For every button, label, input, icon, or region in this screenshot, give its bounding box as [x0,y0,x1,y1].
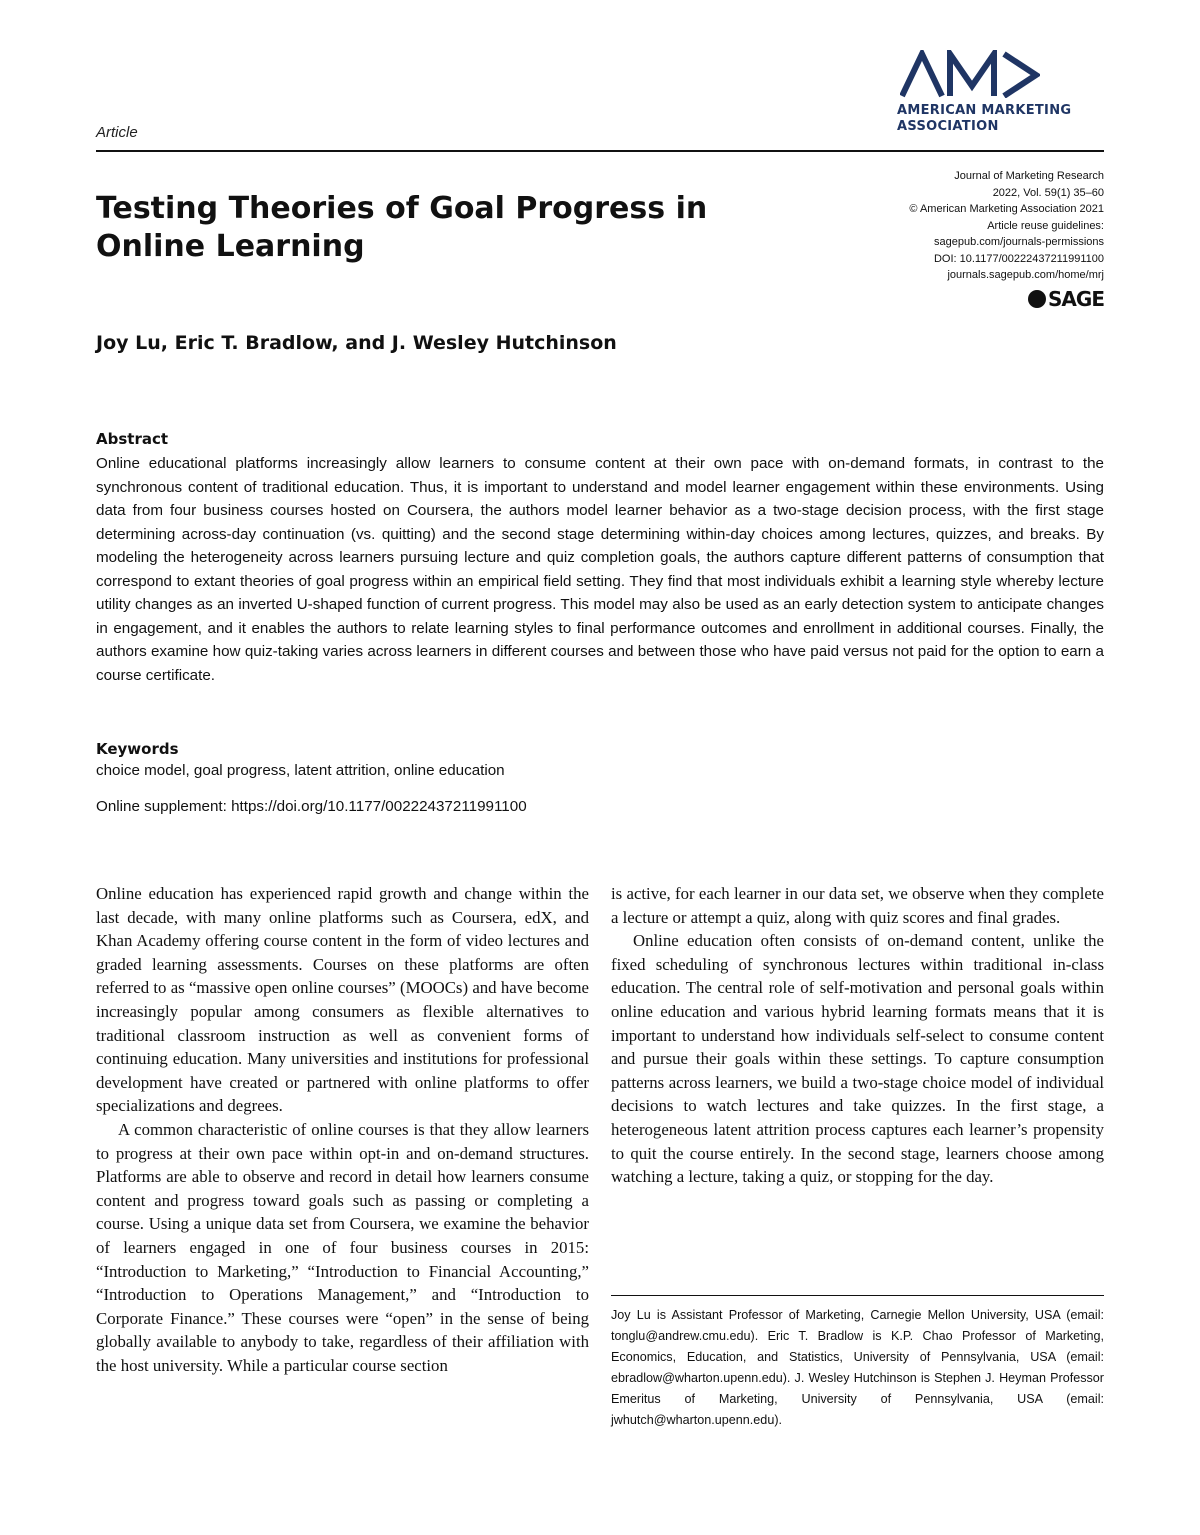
journal-copyright: © American Marketing Association 2021 [909,203,1104,215]
author-affiliations-footnote: Joy Lu is Assistant Professor of Marketing, Carnegie Mellon University, USA (email: tonglu@andrew.cmu.edu). Eric T. Bradlow is K.P. Chao Professor of Marketing, Economics, Education, and Statistics, University of Pennsylvania, USA (email: ebradlow@wharton.upenn.edu). J. Wesley Hutchinson is Stephen J. Heyman Professor Emeritus of Marketing, University of Pennsylvania, USA (email: jwhutch@wharton.upenn.edu). [611,1308,1104,1427]
sage-logo-text: SAGE [1048,287,1104,311]
body-right-column [611,882,1104,1189]
ama-logo-icon [900,50,1040,98]
journal-home-link[interactable]: journals.sagepub.com/home/mrj [947,269,1104,281]
ama-logo-line1: AMERICAN MARKETING [897,103,1072,118]
journal-volume: 2022, Vol. 59(1) 35–60 [992,186,1104,199]
article-type-label: Article [96,124,138,141]
reuse-guidelines-label: Article reuse guidelines: [987,219,1104,232]
body-paragraph: A common characteristic of online courses is that they allow learners to progress at their own pace within opt-in and on-demand structures. Platforms are able to observe and record in detail how learners consume content and progress toward goals such as passing or completing a course. Using a unique data set from Coursera, we examine the behavior of learners engaged in one of four business courses in 2015: “Introduction to Marketing,” “Introduction to Financial Accounting,” “Introduction to Operations Management,” and “Introduction to Corporate Finance.” These courses were “open” in the sense of being globally available to anybody to take, regardless of their affiliation with the host university. While a particular course section [96,1119,589,1375]
journal-info [744,168,1104,284]
paper-title [96,190,796,266]
ama-logo-text [897,103,1117,135]
paper-title-line2: Online Learning [96,229,365,264]
online-supplement-link[interactable]: Online supplement: https://doi.org/10.1177/00222437211991100 [96,798,527,815]
sage-logo [1028,287,1104,311]
body-paragraph: Online education often consists of on-demand content, unlike the fixed scheduling of synchronous lectures within traditional in-class education. The central role of self-motivation and personal goals within online education and various hybrid learning formats means that it is important to understand how individuals self-select to consume content and pursue their goals within these settings. To capture consumption patterns across learners, we build a two-stage choice model of individual decisions to watch lectures and take quizzes. In the first stage, a heterogeneous latent attrition process captures each learner’s propensity to quit the course entirely. In the second stage, learners choose among watching a lecture, taking a quiz, or stopping for the day. [611,931,1104,1187]
paper-title-line1: Testing Theories of Goal Progress in [96,191,708,226]
keywords-heading: Keywords [96,740,179,758]
footnote-divider [611,1295,1104,1296]
permissions-link[interactable]: sagepub.com/journals-permissions [934,236,1104,248]
ama-logo-line2: ASSOCIATION [897,119,999,134]
abstract-heading: Abstract [96,430,169,448]
abstract-text: Online educational platforms increasingly allow learners to consume content at their own pace with on-demand formats, in contrast to the synchronous content of traditional education. Thus, it is important to understand and model learner engagement within these environments. Using data from four business courses hosted on Coursera, the authors model learner behavior as a two-stage decision process, with the first stage determining across-day continuation (vs. quitting) and the second stage determining within-day choices among lectures, quizzes, and breaks. By modeling the heterogeneity across learners pursuing lecture and quiz completion goals, the authors capture different patterns of consumption that correspond to extant theories of goal progress within an empirical field setting. They find that most individuals exhibit a learning style whereby lecture utility changes as an inverted U-shaped function of current progress. This model may also be used as an early detection system to anticipate changes in engagement, and it enables the authors to relate learning styles to final performance outcomes and enrollment in additional courses. Finally, the authors examine how quiz-taking varies across learners in different courses and between those who have paid versus not paid for the option to earn a course certificate. [96,455,1104,684]
doi-link[interactable]: DOI: 10.1177/00222437211991100 [933,252,1104,265]
header-divider [96,150,1104,152]
body-paragraph: is active, for each learner in our data set, we observe when they complete a lecture or attempt a quiz, along with quiz scores and final grades. [611,884,1104,927]
journal-name: Journal of Marketing Research [954,170,1104,182]
keywords-text: choice model, goal progress, latent attrition, online education [96,762,505,779]
body-paragraph: Online education has experienced rapid growth and change within the last decade, with many online platforms such as Coursera, edX, and Khan Academy offering course content in the form of video lectures and graded learning assessments. Courses on these platforms are often referred to as “massive open online courses” (MOOCs) and have become increasingly popular among consumers as flexible alternatives to traditional classroom instruction as well as convenient forms of continuing education. Many universities and institutions for professional development have created or partnered with online platforms to offer specializations and degrees. [96,884,589,1116]
body-left-column [96,882,589,1377]
author-list: Joy Lu, Eric T. Bradlow, and J. Wesley Hutchinson [96,332,617,354]
sage-logo-icon [1028,290,1046,308]
